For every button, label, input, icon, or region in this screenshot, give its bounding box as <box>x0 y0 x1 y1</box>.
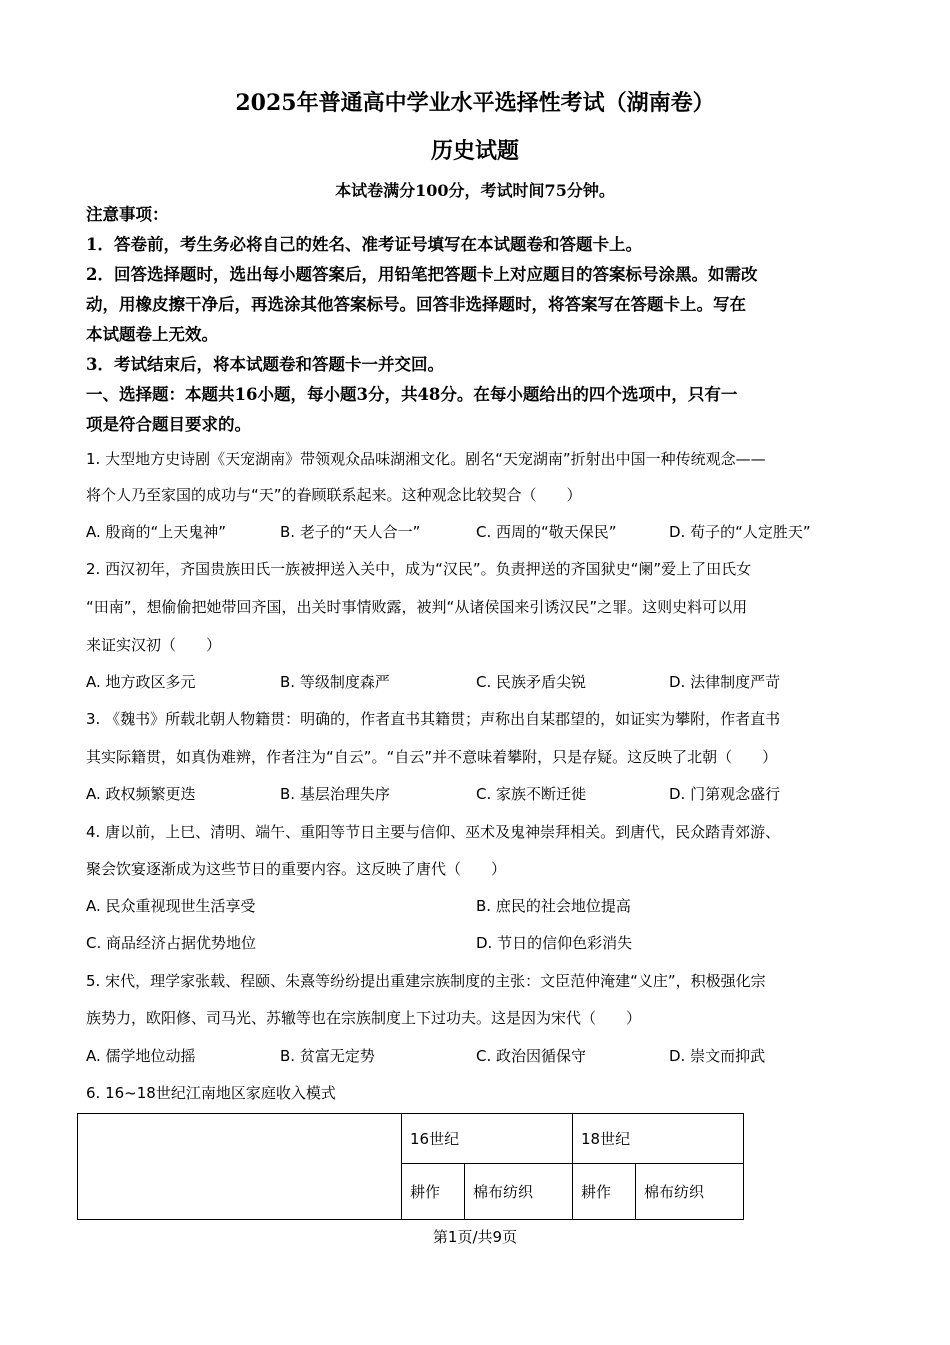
question-5-text: 族势力，欧阳修、司马光、苏辙等也在宗族制度上下过功夫。这是因为宋代（ ） <box>86 1009 642 1027</box>
question-2-option-c: C. 民族矛盾尖锐 <box>476 673 587 691</box>
question-3-text: 3. 《魏书》所载北朝人物籍贯：明确的，作者直书其籍贯；声称出自某郡望的，如证实为攀附，作者直书 <box>86 710 781 728</box>
question-3-option-d: D. 门第观念盛行 <box>669 785 781 803</box>
table-subheader-cotton-weaving: 棉布纺织 <box>465 1164 573 1220</box>
question-5-option-b: B. 贫富无定势 <box>280 1047 375 1065</box>
question-4-option-d: D. 节日的信仰色彩消失 <box>476 934 633 952</box>
table-subheader-farming: 耕作 <box>573 1164 636 1220</box>
question-1-text: 将个人乃至家国的成功与“天”的眷顾联系起来。这种观念比较契合（ ） <box>86 486 582 504</box>
notes-heading: 注意事项： <box>86 205 169 224</box>
question-1-text: 1. 大型地方史诗剧《天宠湖南》带领观众品味湖湘文化。剧名“天宠湖南”折射出中国一种传统观念—— <box>86 450 766 468</box>
question-1-option-c: C. 西周的“敬天保民” <box>476 523 617 541</box>
subject-title: 历史试题 <box>430 138 519 164</box>
question-3-option-a: A. 政权频繁更迭 <box>86 785 196 803</box>
question-2-option-d: D. 法律制度严苛 <box>669 673 781 691</box>
question-4-option-c: C. 商品经济占据优势地位 <box>86 934 257 952</box>
notes-line: 本试题卷上无效。 <box>86 325 218 344</box>
question-4-text: 聚会饮宴逐渐成为这些节日的重要内容。这反映了唐代（ ） <box>86 860 507 878</box>
table-subheader-cotton-weaving: 棉布纺织 <box>636 1164 744 1220</box>
page-number: 第1页/共9页 <box>432 1228 518 1246</box>
question-2-option-a: A. 地方政区多元 <box>86 673 196 691</box>
notes-line: 动，用橡皮擦干净后，再选涂其他答案标号。回答非选择题时，将答案写在答题卡上。写在 <box>86 295 746 314</box>
notes-line: 1．答卷前，考生务必将自己的姓名、准考证号填写在本试题卷和答题卡上。 <box>86 235 642 254</box>
question-4-text: 4. 唐以前，上巳、清明、端午、重阳等节日主要与信仰、巫术及鬼神崇拜相关。到唐代，民众踏青郊游、 <box>86 823 781 841</box>
question-4-option-a: A. 民众重视现世生活享受 <box>86 897 256 915</box>
question-5-text: 5. 宋代，理学家张载、程颐、朱熹等纷纷提出重建宗族制度的主张：文臣范仲淹建“义庄”，积极强化宗 <box>86 972 766 990</box>
notes-line: 2．回答选择题时，选出每小题答案后，用铅笔把答题卡上对应题目的答案标号涂黑。如需改 <box>86 265 758 284</box>
question-5-option-c: C. 政治因循保守 <box>476 1047 587 1065</box>
question-2-text: “田南”，想偷偷把她带回齐国，出关时事情败露，被判“从诸侯国来引诱汉民”之罪。这则史料可以用 <box>86 598 748 616</box>
question-5-option-a: A. 儒学地位动摇 <box>86 1047 196 1065</box>
question-2-text: 2. 西汉初年，齐国贵族田氏一族被押送入关中，成为“汉民”。负责押送的齐国狱史“阑”爱上了田氏女 <box>86 560 752 578</box>
notes-line: 3．考试结束后，将本试题卷和答题卡一并交回。 <box>86 355 444 374</box>
exam-title: 2025年普通高中学业水平选择性考试（湖南卷） <box>235 90 715 116</box>
table-header-16th-century: 16世纪 <box>402 1114 573 1164</box>
question-3-option-c: C. 家族不断迁徙 <box>476 785 587 803</box>
table-empty-cell <box>78 1114 402 1220</box>
table-header-18th-century: 18世纪 <box>573 1114 744 1164</box>
question-1-option-a: A. 殷商的“上天鬼神” <box>86 523 227 541</box>
question-2-option-b: B. 等级制度森严 <box>280 673 390 691</box>
question-4-option-b: B. 庶民的社会地位提高 <box>476 897 631 915</box>
question-5-option-d: D. 崇文而抑武 <box>669 1047 766 1065</box>
exam-info: 本试卷满分100分，考试时间75分钟。 <box>335 181 615 200</box>
question-3-text: 其实际籍贯，如真伪难辨，作者注为“自云”。“自云”并不意味着攀附，只是存疑。这反映了北朝（ ） <box>86 748 778 766</box>
table-subheader-farming: 耕作 <box>402 1164 465 1220</box>
income-table <box>77 1113 744 1220</box>
section-heading: 项是符合题目要求的。 <box>86 415 251 434</box>
question-2-text: 来证实汉初（ ） <box>86 636 222 654</box>
question-6-text: 6. 16~18世纪江南地区家庭收入模式 <box>86 1084 336 1102</box>
section-heading: 一、选择题：本题共16小题，每小题3分，共48分。在每小题给出的四个选项中，只有一 <box>86 385 738 404</box>
question-1-option-d: D. 荀子的“人定胜天” <box>669 523 811 541</box>
question-3-option-b: B. 基层治理失序 <box>280 785 390 803</box>
question-1-option-b: B. 老子的“天人合一” <box>280 523 421 541</box>
